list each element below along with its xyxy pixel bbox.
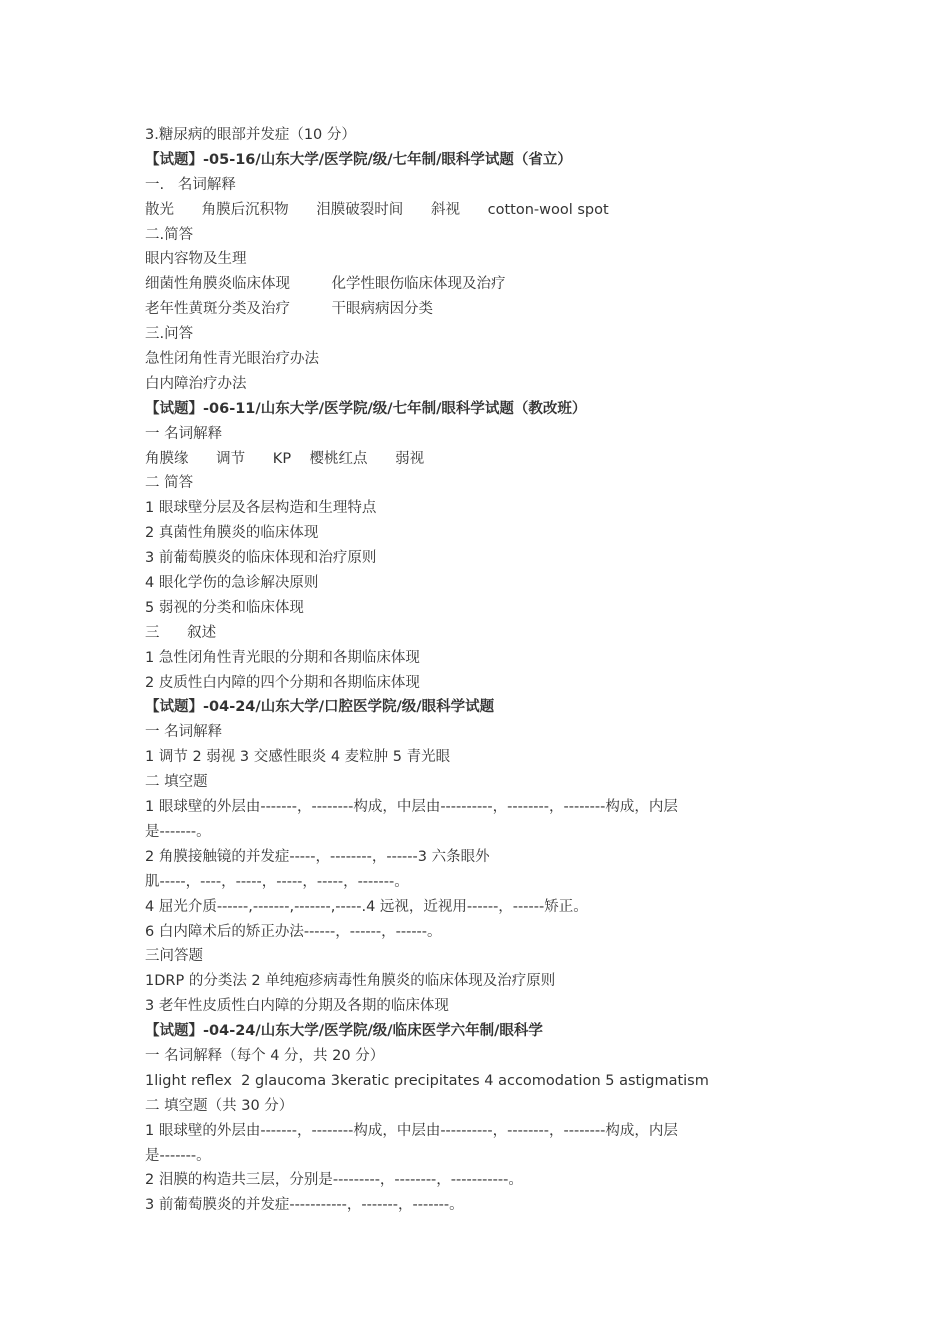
text-line: 角膜缘 调节 KP 樱桃红点 弱视: [145, 450, 425, 467]
section-heading: 一. 名词解释: [145, 176, 236, 193]
text-line: 3.糖尿病的眼部并发症（10 分）: [145, 127, 356, 143]
exam-heading: 【试题】-04-24/山东大学/口腔医学院/级/眼科学试题: [145, 699, 495, 716]
text-line: 老年性黄斑分类及治疗 干眼病病因分类: [145, 301, 433, 318]
text-line: 是-------。: [145, 823, 211, 840]
text-line: 3 前葡萄膜炎的临床体现和治疗原则: [145, 550, 377, 567]
text-line: 2 真菌性角膜炎的临床体现: [145, 525, 319, 542]
section-heading: 一 名词解释（每个 4 分，共 20 分）: [145, 1047, 385, 1064]
text-line: 1 眼球壁的外层由-------，--------构成，中层由----------，--------，--------构成，内层: [145, 799, 678, 816]
section-heading: 三.问答: [145, 326, 194, 343]
text-line: 4 眼化学伤的急诊解决原则: [145, 575, 319, 592]
document-page: [145, 123, 845, 1218]
section-heading: 三 叙述: [145, 624, 217, 641]
text-line: 2 泪膜的构造共三层，分别是---------，--------，-----------。: [145, 1172, 523, 1189]
text-line: 3 前葡萄膜炎的并发症-----------，-------，-------。: [145, 1197, 464, 1214]
exam-heading: 【试题】-05-16/山东大学/医学院/级/七年制/眼科学试题（省立）: [145, 151, 572, 168]
section-heading: 二 简答: [145, 475, 194, 492]
text-line: 白内障治疗办法: [145, 375, 247, 392]
text-line: 眼内容物及生理: [145, 251, 247, 268]
section-heading: 一 名词解释: [145, 425, 223, 442]
text-line: 是-------。: [145, 1147, 211, 1164]
text-line: 3 老年性皮质性白内障的分期及各期的临床体现: [145, 998, 449, 1015]
text-line: 1light reflex 2 glaucoma 3keratic precipitates 4 accomodation 5 astigmatism: [145, 1072, 709, 1089]
text-line: 急性闭角性青光眼治疗办法: [145, 351, 319, 368]
section-heading: 二 填空题: [145, 774, 208, 791]
text-line: 5 弱视的分类和临床体现: [145, 599, 304, 616]
text-line: 肌-----，----，-----，-----，-----，-------。: [145, 873, 409, 890]
exam-heading: 【试题】-04-24/山东大学/医学院/级/临床医学六年制/眼科学: [145, 1023, 543, 1040]
section-heading: 二 填空题（共 30 分）: [145, 1097, 294, 1114]
text-line: 1 眼球壁分层及各层构造和生理特点: [145, 500, 377, 517]
text-line: 1 眼球壁的外层由-------，--------构成，中层由----------，--------，--------构成，内层: [145, 1122, 678, 1139]
exam-heading: 【试题】-06-11/山东大学/医学院/级/七年制/眼科学试题（教改班）: [145, 400, 587, 417]
section-heading: 二.简答: [145, 226, 194, 243]
text-line: 2 角膜接触镜的并发症-----，--------，------3 六条眼外: [145, 848, 490, 865]
text-line: 散光 角膜后沉积物 泪膜破裂时间 斜视 cotton-wool spot: [145, 201, 609, 218]
text-line: 1DRP 的分类法 2 单纯疱疹病毒性角膜炎的临床体现及治疗原则: [145, 973, 556, 990]
text-line: 细菌性角膜炎临床体现 化学性眼伤临床体现及治疗: [145, 276, 506, 293]
section-heading: 三问答题: [145, 948, 203, 965]
text-line: 2 皮质性白内障的四个分期和各期临床体现: [145, 674, 420, 691]
text-line: 1 调节 2 弱视 3 交感性眼炎 4 麦粒肿 5 青光眼: [145, 749, 451, 766]
text-line: 1 急性闭角性青光眼的分期和各期临床体现: [145, 649, 420, 666]
section-heading: 一 名词解释: [145, 724, 223, 741]
text-line: 6 白内障术后的矫正办法------，------，------。: [145, 923, 442, 940]
text-line: 4 屈光介质------,-------,-------,-----.4 远视，近视用------，------矫正。: [145, 898, 588, 915]
